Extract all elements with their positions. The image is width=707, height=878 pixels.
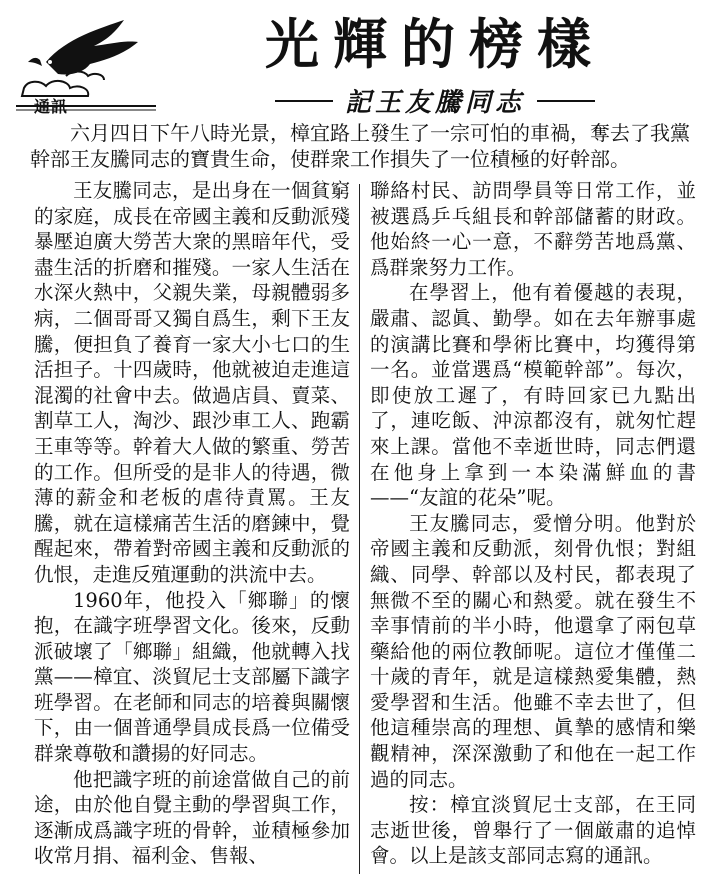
subtitle-dash-right xyxy=(537,100,595,102)
paragraph: 1960年，他投入「鄉聯」的懷抱，在識字班學習文化。後來，反動派破壞了「鄉聯」組織，他就轉入找黨——樟宜、淡貿尼士支部屬下識字班學習。在老師和同志的培養與關懷下，由一個普通學員成長爲一位備受群衆尊敬和讚揚的好同志。 xyxy=(34,588,350,766)
paragraph: 在學習上，他有着優越的表現，嚴肅、認眞、勤學。如在去年辦事處的演講比賽和學術比賽中，均獲得第一名。並當選爲“模範幹部”。每次，即使放工遲了，有時回家已九點出了，連吃飯、沖涼都沒有，就匆忙趕來上課。當他不幸逝世時，同志們還在他身上拿到一本染滿鮮血的書——“友誼的花朵”呢。 xyxy=(370,281,696,510)
subtitle-text: 記王友騰同志 xyxy=(344,88,525,118)
dove-logo xyxy=(6,10,156,115)
paragraph: 王友騰同志，是出身在一個貧窮的家庭，成長在帝國主義和反動派殘暴壓迫廣大勞苦大衆的黑暗年代，受盡生活的折磨和摧殘。一家人生活在水深火熱中，父親失業，母親體弱多病，二個哥哥又獨自爲生，剩下王友騰，便担負了養育一家大小七口的生活担子。十四歲時，他就被迫走進這混濁的社會中去。做過店員、賣菜、割草工人，淘沙、跟沙車工人、跑霸王車等等。幹着大人做的繁重、勞苦的工作。但所受的是非人的待遇，微薄的薪金和老板的虐待責罵。王友騰，就在這樣痛苦生活的磨鍊中，覺醒起來，帶着對帝國主義和反動派的仇恨，走進反殖運動的洪流中去。 xyxy=(34,179,350,586)
paragraph: 王友騰同志，愛憎分明。他對於帝國主義和反動派，刻骨仇恨；對組織、同學、幹部以及村民，都表現了無微不至的關心和熱愛。就在發生不幸事情前的半小時，他還拿了兩包草藥給他的兩位教師呢。這位才僅僅二十歲的青年，就是這樣熱愛集體，熱愛學習和生活。他雖不幸去世了，但他這種崇高的理想、眞摯的感情和樂觀精神，深深激動了和他在一起工作過的同志。 xyxy=(370,511,696,791)
paragraph: 他把識字班的前途當做自己的前途，由於他自覺主動的學習與工作，逐漸成爲識字班的骨幹，並積極參加收常月捐、福利金、售報、 xyxy=(34,767,350,868)
dove-icon xyxy=(6,10,156,115)
left-column xyxy=(34,178,350,869)
article-header xyxy=(0,0,707,120)
lead-paragraph: 六月四日下午八時光景，樟宜路上發生了一宗可怕的車禍，奪去了我黨幹部王友騰同志的寶貴生命，使群衆工作損失了一位積極的好幹部。 xyxy=(30,121,690,171)
article-title: 光輝的榜樣 xyxy=(265,12,605,76)
article-subtitle xyxy=(210,82,660,119)
right-column xyxy=(370,178,696,869)
subtitle-dash-left xyxy=(275,100,333,102)
column-label: 通訊 xyxy=(34,97,69,116)
paragraph: 按：樟宜淡貿尼士支部，在王同志逝世後，曾舉行了一個厳肅的追悼會。以上是該支部同志寫的通訊。 xyxy=(370,793,696,868)
paragraph: 聯絡村民、訪問學員等日常工作，並被選爲乒乓組長和幹部儲蓄的財政。他始終一心一意，不辭勞苦地爲黨、爲群衆努力工作。 xyxy=(370,179,696,279)
column-divider xyxy=(359,184,360,874)
